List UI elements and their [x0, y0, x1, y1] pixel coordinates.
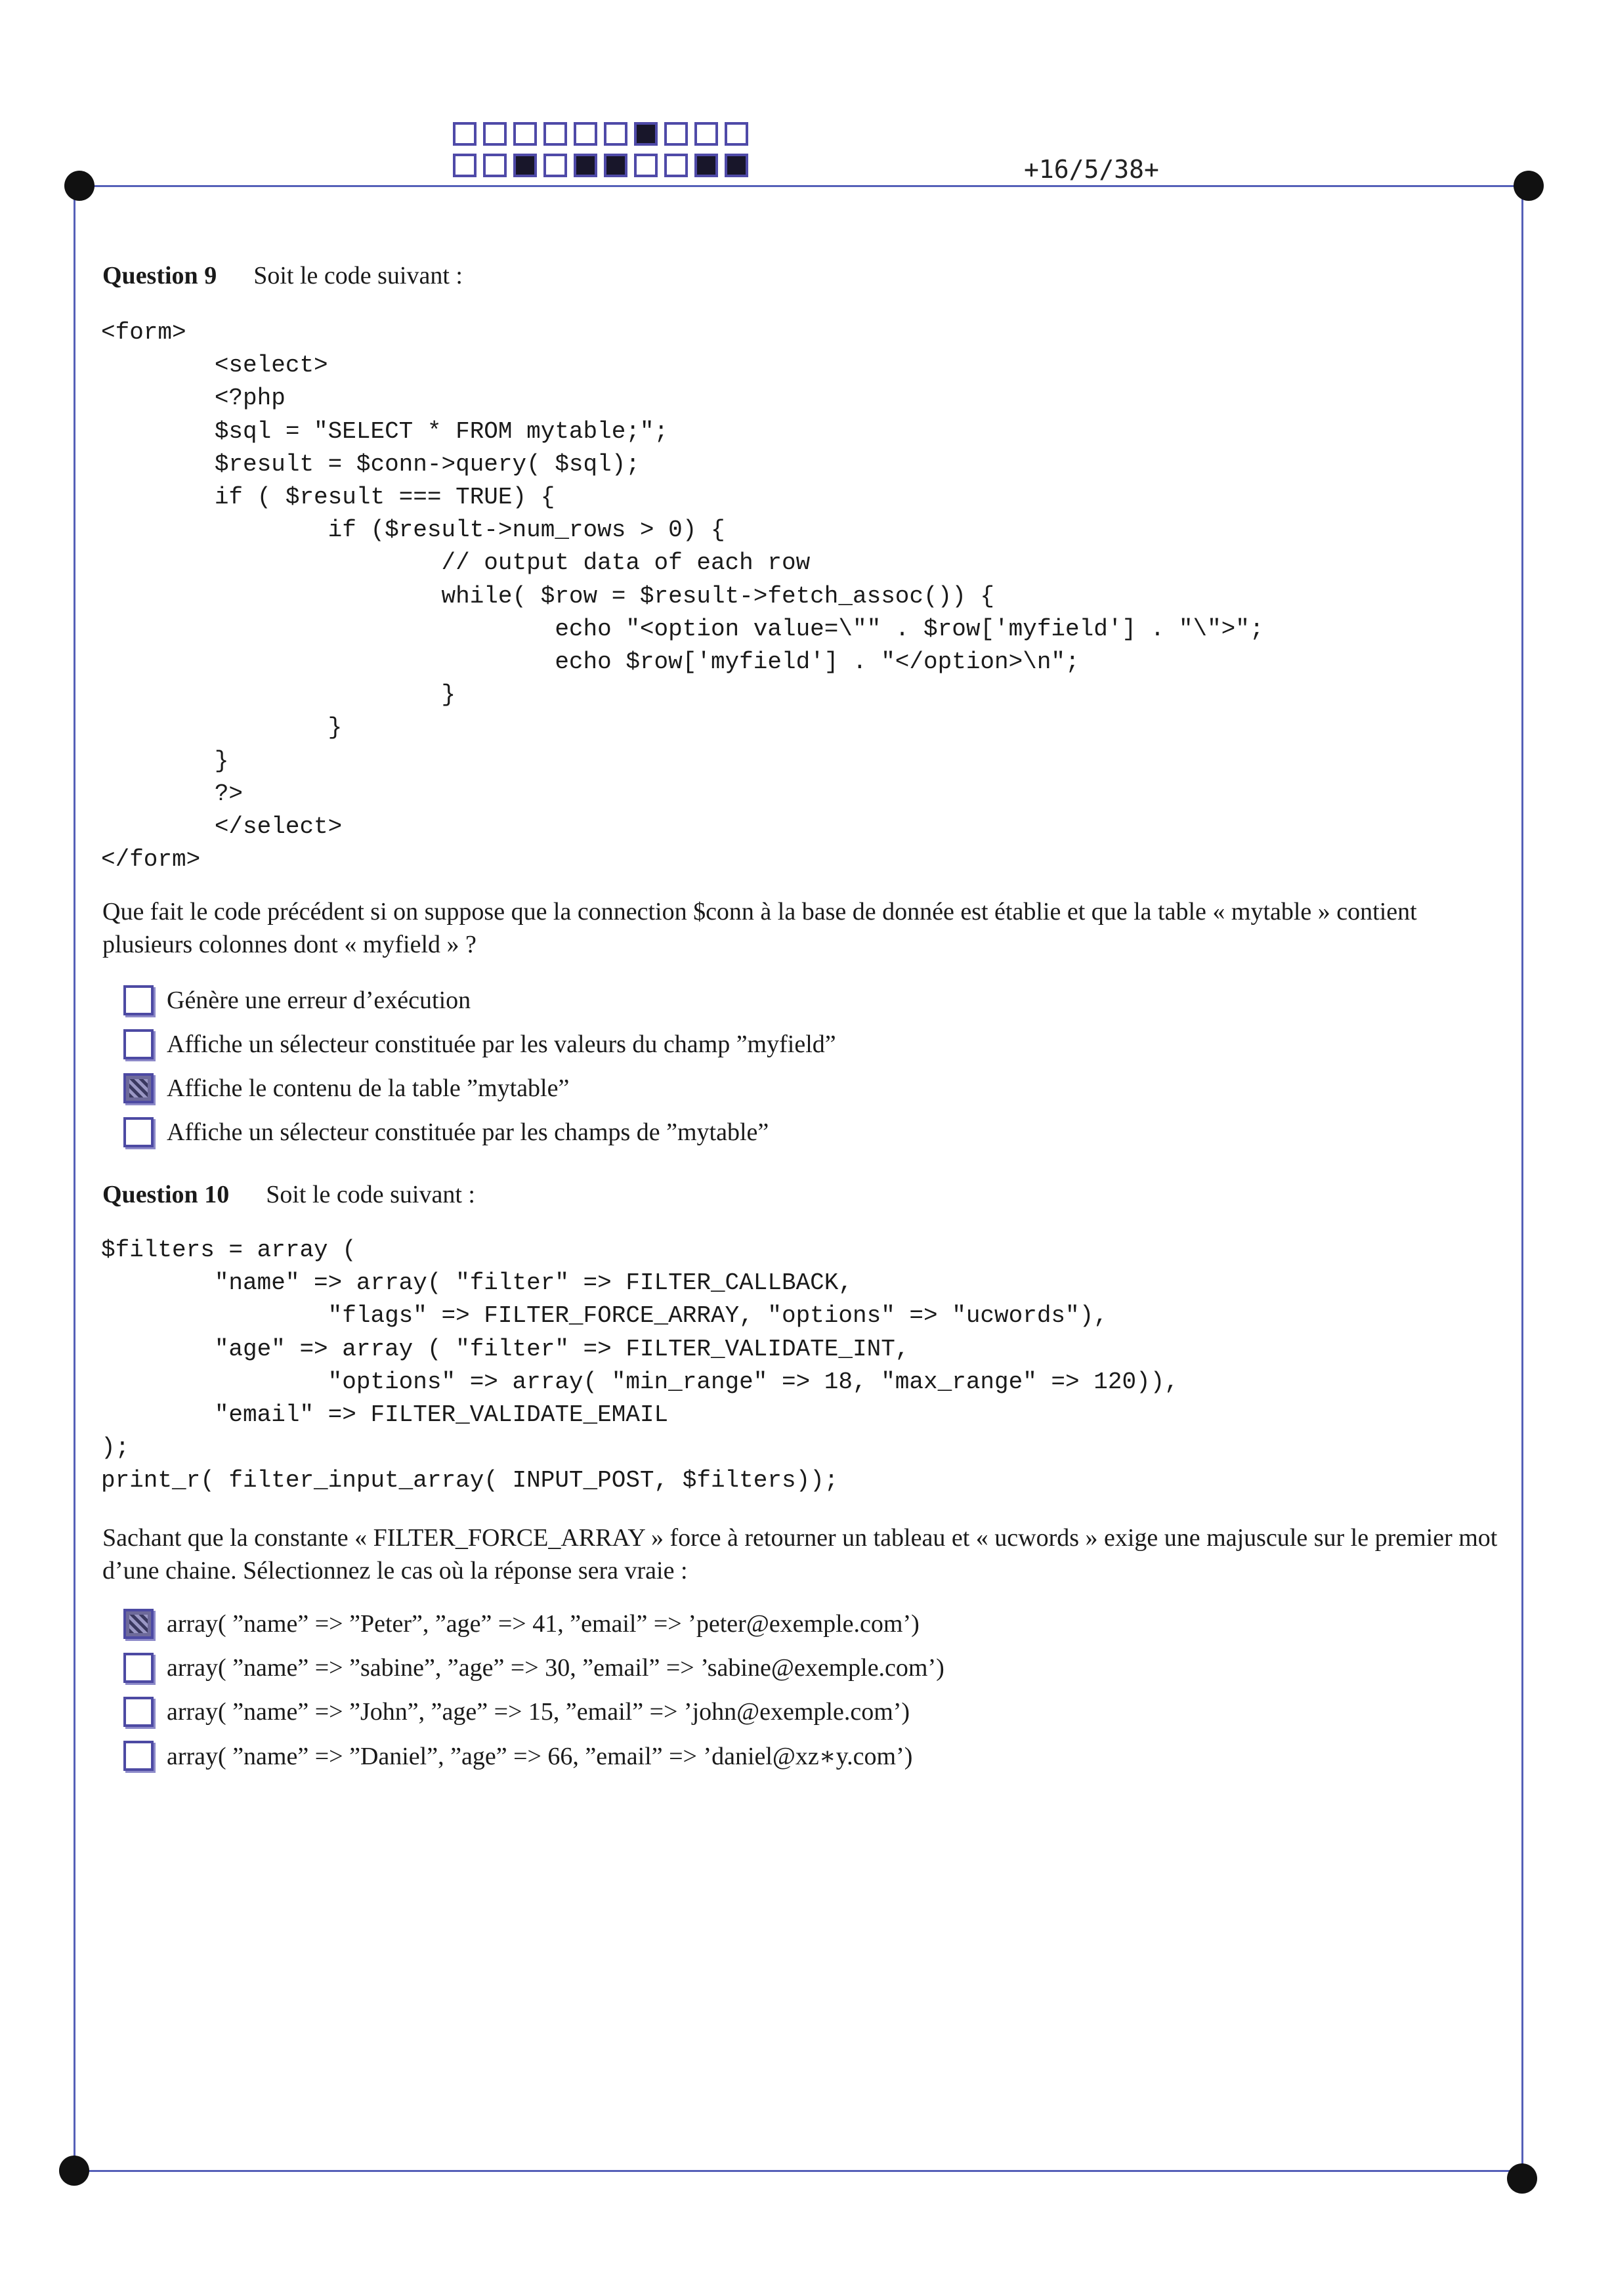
question-10-choice-4[interactable]: [123, 1737, 912, 1774]
question-10-code: $filters = array ( "name" => array( "filter" => FILTER_CALLBACK, "flags" => FILTER_FORCE_ARRAY, "options" => "ucwords"), "age" => array ( "filter" => FILTER_VALIDATE_INT, "options" => array( "min_range" => 18, "max_range" => 120)), "email" => FILTER_VALIDATE_EMAIL ); print_r( filter_input_array( INPUT_POST, $filters));: [101, 1237, 1179, 1495]
id-cell-empty: [453, 122, 477, 146]
question-9-choice-3[interactable]: [123, 1070, 569, 1107]
id-cell-empty: [664, 122, 688, 146]
id-cell-filled: [725, 154, 748, 177]
id-cell-empty: [604, 122, 627, 146]
question-10-choice-1[interactable]: [123, 1605, 920, 1642]
frame-bottom-line: [74, 2170, 1523, 2172]
id-cell-empty: [664, 154, 688, 177]
frame-right-line: [1521, 185, 1523, 2171]
id-cell-empty: [453, 154, 477, 177]
checkbox[interactable]: [123, 1609, 154, 1639]
question-10-choice-2[interactable]: [123, 1649, 944, 1686]
question-10-intro: Soit le code suivant :: [266, 1181, 475, 1208]
id-cell-empty: [725, 122, 748, 146]
checkbox[interactable]: [123, 1029, 154, 1059]
question-10-label: Question 10: [102, 1181, 230, 1208]
id-cell-empty: [574, 122, 597, 146]
id-code-grid-row1: [453, 122, 755, 146]
question-9-choice-4[interactable]: [123, 1114, 769, 1151]
question-9-intro: Soit le code suivant :: [253, 262, 463, 289]
id-cell-empty: [694, 122, 718, 146]
id-code-grid-row2: [453, 154, 755, 177]
id-cell-empty: [543, 154, 567, 177]
corner-mark-bottom-left: [59, 2156, 89, 2186]
id-cell-empty: [543, 122, 567, 146]
id-cell-filled: [694, 154, 718, 177]
choice-label: array( ”name” => ”sabine”, ”age” => 30, ”email” => ’sabine@exemple.com’): [167, 1654, 944, 1682]
id-cell-empty: [483, 122, 507, 146]
question-9-prompt: Que fait le code précédent si on suppose que la connection $conn à la base de donnée est établie et que la table « mytable » contient plusieurs colonnes dont « myfield » ?: [102, 898, 1417, 958]
id-cell-empty: [513, 122, 537, 146]
question-9-label: Question 9: [102, 262, 217, 289]
checkbox[interactable]: [123, 1741, 154, 1771]
id-cell-filled: [574, 154, 597, 177]
corner-mark-top-right: [1514, 171, 1544, 201]
id-cell-filled: [604, 154, 627, 177]
id-cell-filled: [513, 154, 537, 177]
choice-label: array( ”name” => ”Peter”, ”age” => 41, ”email” => ’peter@exemple.com’): [167, 1610, 920, 1638]
id-cell-empty: [483, 154, 507, 177]
page-code: +16/5/38+: [1024, 155, 1159, 184]
choice-label: array( ”name” => ”John”, ”age” => 15, ”email” => ’john@exemple.com’): [167, 1698, 910, 1726]
checkbox[interactable]: [123, 1653, 154, 1683]
checkbox[interactable]: [123, 985, 154, 1015]
question-10-choice-3[interactable]: [123, 1693, 910, 1730]
question-10-heading: [102, 1180, 475, 1209]
choice-label: Affiche un sélecteur constituée par les valeurs du champ ”myfield”: [167, 1031, 836, 1058]
question-9-choice-1[interactable]: [123, 982, 471, 1019]
checkbox[interactable]: [123, 1073, 154, 1103]
choice-label: Affiche un sélecteur constituée par les champs de ”mytable”: [167, 1118, 769, 1146]
id-cell-filled: [634, 122, 658, 146]
question-9-choice-2[interactable]: [123, 1026, 836, 1063]
corner-mark-bottom-right: [1507, 2163, 1537, 2194]
question-10-prompt: Sachant que la constante « FILTER_FORCE_ARRAY » force à retourner un tableau et « ucwords » exige une majuscule sur le premier mot d’une chaine. Sélectionnez le cas où la réponse sera vraie :: [102, 1524, 1498, 1584]
frame-left-line: [74, 185, 75, 2171]
id-cell-empty: [634, 154, 658, 177]
question-9-code: <form> <select> <?php $sql = "SELECT * FROM mytable;"; $result = $conn->query( $sql); if ( $result === TRUE) { if ($result->num_rows > 0) { // output data of each row while( $row = $result->fetch_assoc()) { echo "<option value=\"" . $row['myfield'] . "\">"; echo $row['myfield'] . "</option>\n"; } } } ?> </select> </form>: [101, 319, 1264, 874]
checkbox[interactable]: [123, 1697, 154, 1727]
corner-mark-top-left: [64, 171, 95, 201]
frame-top-line: [79, 185, 1529, 187]
choice-label: Génère une erreur d’exécution: [167, 987, 471, 1014]
question-9-heading: [102, 261, 463, 290]
choice-label: Affiche le contenu de la table ”mytable”: [167, 1074, 570, 1102]
checkbox[interactable]: [123, 1117, 154, 1147]
choice-label: array( ”name” => ”Daniel”, ”age” => 66, ”email” => ’daniel@xz∗y.com’): [167, 1742, 913, 1770]
